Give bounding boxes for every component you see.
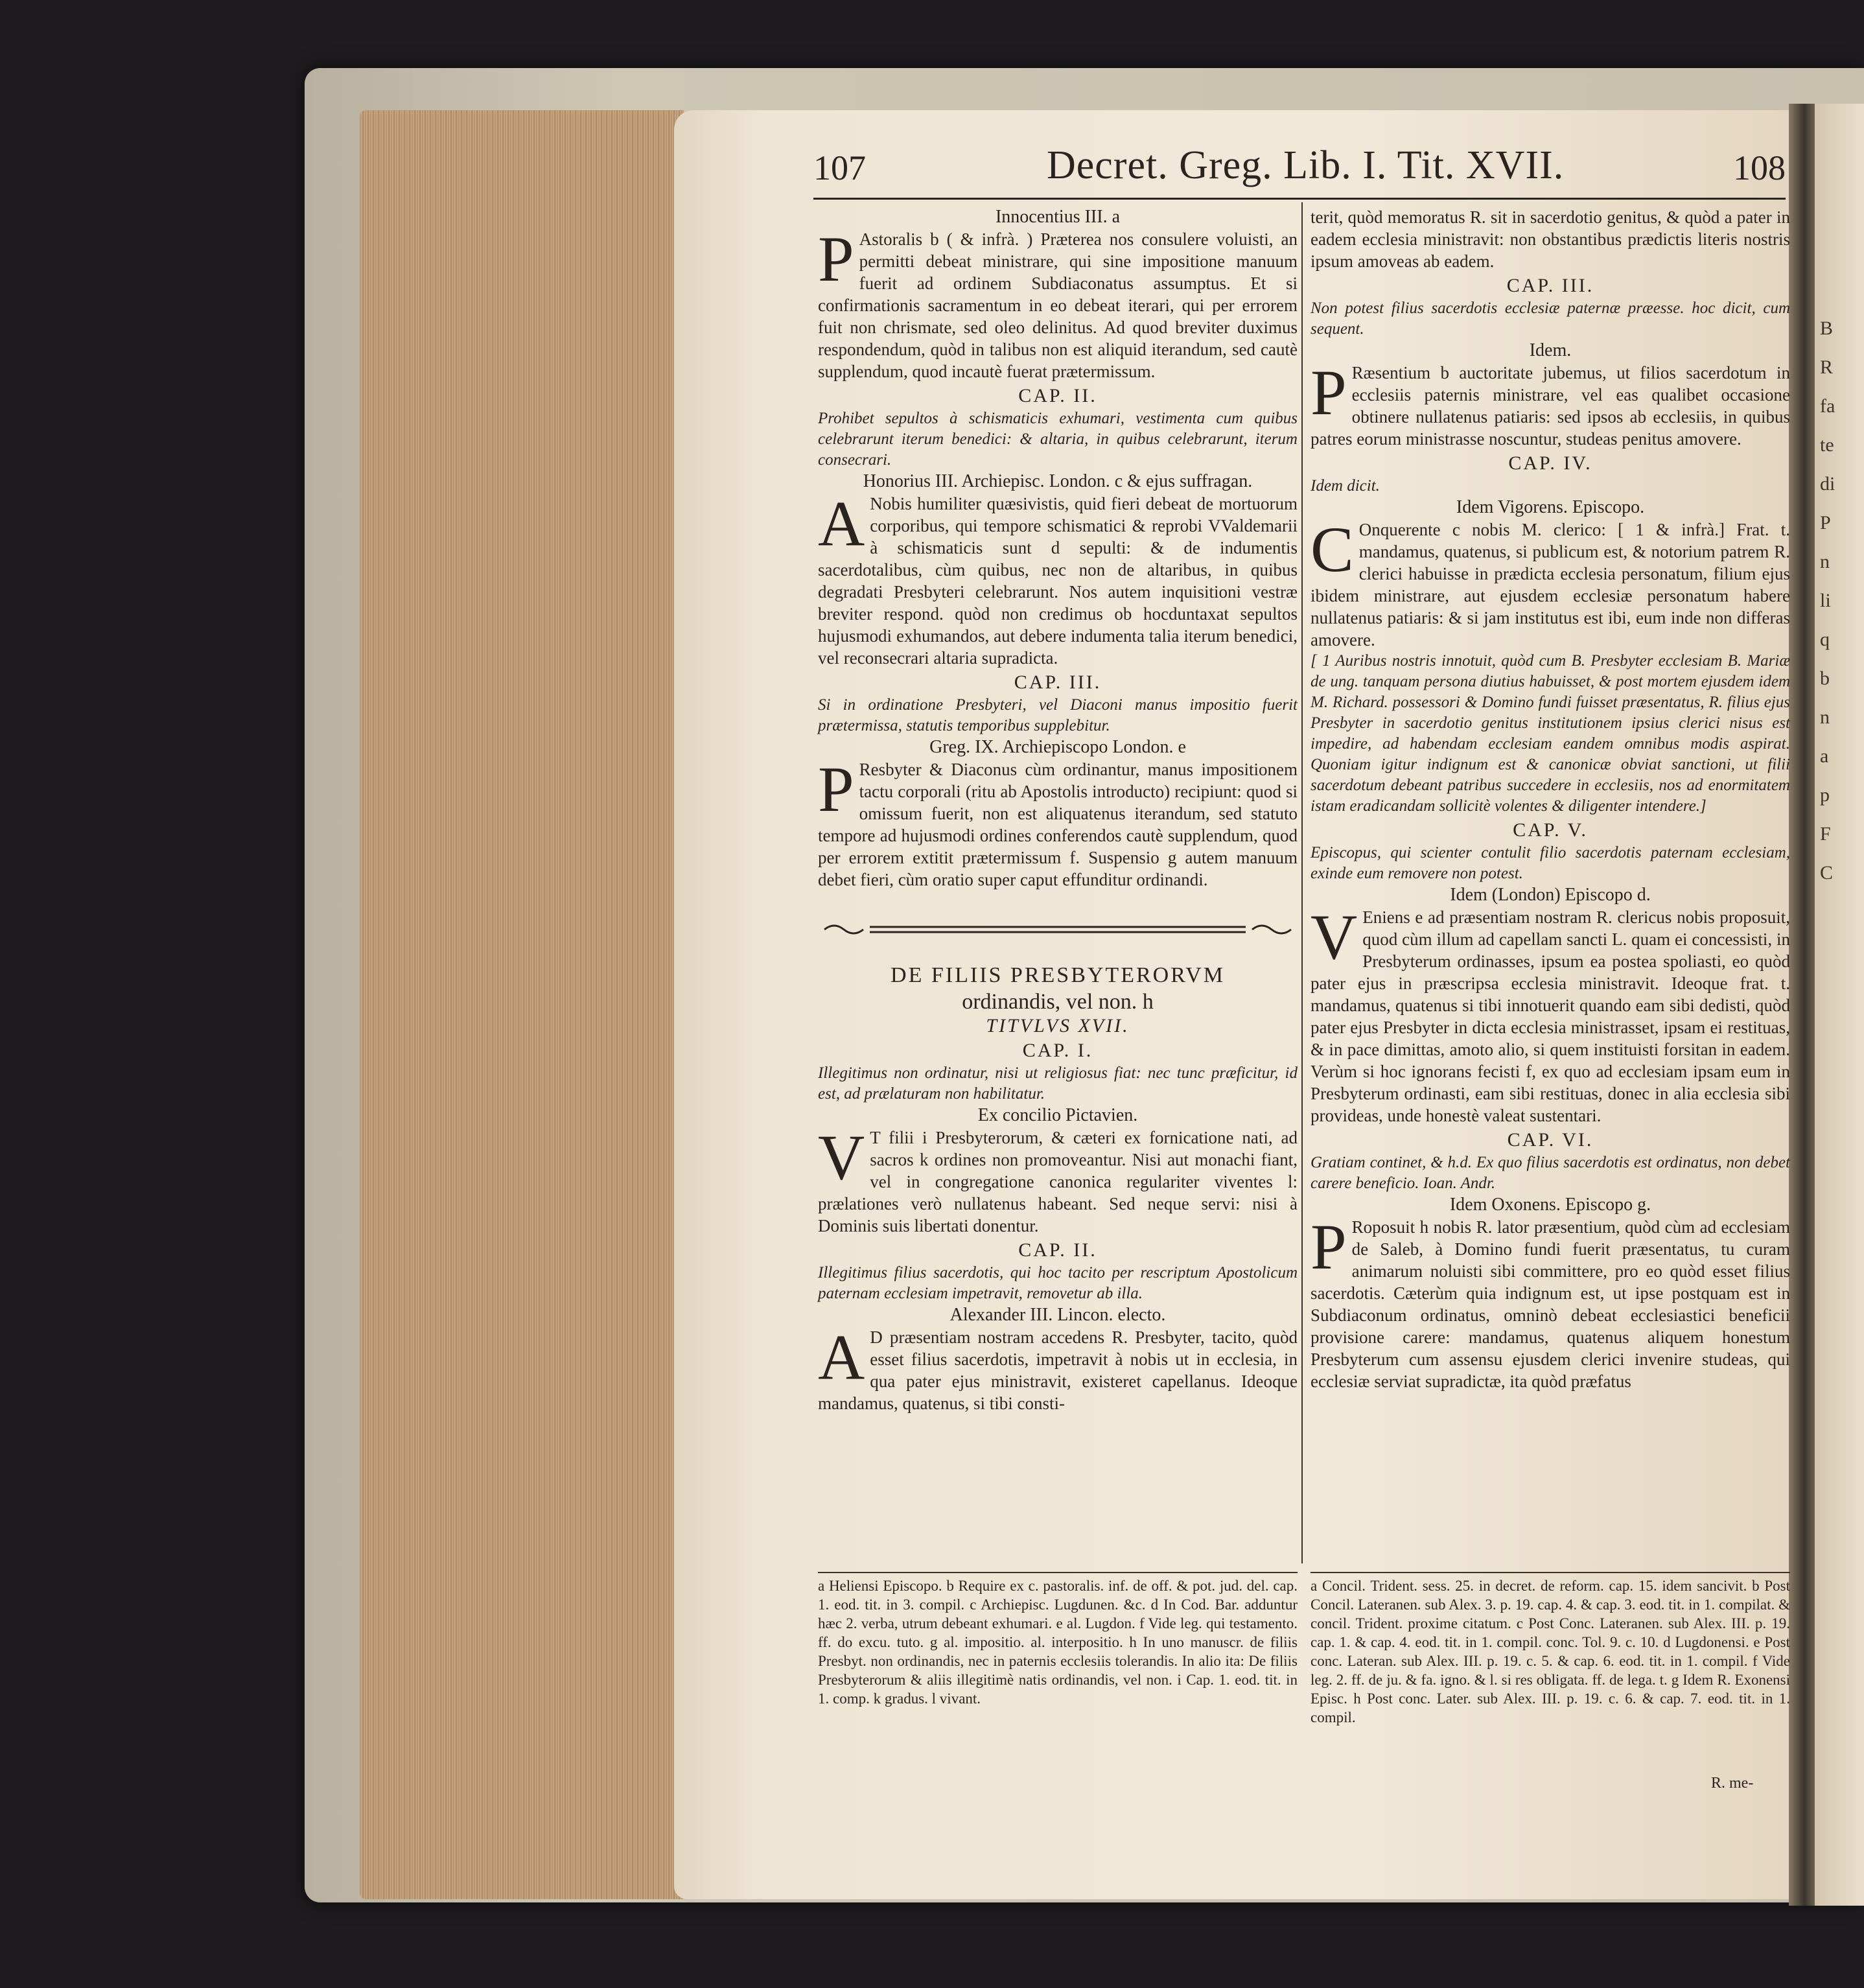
paragraph xyxy=(818,487,1298,669)
page-gutter xyxy=(1789,104,1815,1906)
folio-right: 108 xyxy=(1733,148,1786,187)
facing-page-letter: n xyxy=(1820,707,1830,728)
titulus-heading: TITVLVS XVII. xyxy=(986,1015,1130,1036)
chapter-summary: Non potest filius sacerdotis ecclesiæ paternæ præesse. hoc dicit, cum sequent. xyxy=(1311,299,1790,338)
chapter-heading: CAP. VI. xyxy=(1507,1129,1594,1151)
drop-cap: A xyxy=(818,487,865,559)
source-line: Greg. IX. Archiepiscopo London. e xyxy=(929,737,1186,757)
paragraph-text: Astoralis b ( & infrà. ) Præterea nos consulere voluisti, an permitti debeat ministrare, qui sine impositione manuum fuerit ad ordinem Subdiaconatus assumptus. Et si confirmationis sacramentum in eo debeat iterari, qui per errorem fuit non chrismate, sed oleo delinitus. Ad quod breviter duximus respondendum, quòd in talibus non est aliquid iterandum, sed cautè supplendum, quod incautè fuerat prætermissum. xyxy=(818,229,1298,381)
footnotes-left: a Heliensi Episcopo. b Require ex c. pastoralis. inf. de off. & pot. jud. del. cap. 1. eod. tit. in 3. compil. c Archiepisc. Lugdunen. &c. d In Cod. Bar. adduntur hæc 2. verba, utrum debeant exhumari. e al. Lugdon. f Vide leg. qui testamento. ff. do excu. tuto. g al. impositio. al. interpositio. h In uno manuscr. de filiis Presbyt. non ordinandis, nec in paternis ecclesiis tolerandis. In alio ita: De filiis Presbyterorum & aliis illegitimè natis ordinandis, vel non. i Cap. 1. eod. tit. in 1. comp. k gradus. l vivant. xyxy=(818,1578,1298,1707)
bracketed-text: [ 1 Auribus nostris innotuit, quòd cum B. Presbyter ecclesiam B. Mariæ de ung. tanquam persona diutius habuisset, & post mortem ejusdem idem M. Richard. possessori & Domino fundi fuisset præsentatus, R. filius ejus Presbyter in sacerdotio genitus institutionem ipsius clerici nisus est impedire, ad habendam ecclesiam eandem omnibus modis aspirat. Quoniam igitur indignum est & canonicæ obviat sanctioni, ut filii sacerdotum debeant patribus succedere in ecclesiis, nos ad enormitatem istam eradicandam sollicitè volentes & diligenter intendere.] xyxy=(1311,652,1790,815)
paragraph xyxy=(1311,901,1790,1127)
chapter-heading: CAP. V. xyxy=(1513,819,1588,841)
source-line: Ex concilio Pictavien. xyxy=(977,1105,1138,1125)
facing-page-letter: B xyxy=(1820,318,1834,339)
paragraph-text: terit, quòd memoratus R. sit in sacerdotio genitus, & quòd a pater in eadem ecclesia ministravit: non obstantibus prædictis literis nostris ipsum amoveas ab eadem. xyxy=(1311,207,1790,271)
source-line: Idem Oxonens. Episcopo g. xyxy=(1449,1195,1651,1215)
paragraph-text: Eniens e ad præsentiam nostram R. clericus nobis proposuit, quod cùm illum ad capellam sancti L. quam ei concessisti, in Presbyterum ordinasses, ipsum ea postea spoliasti, eo quòd pater ejus in præscripsa ecclesia ministravit. Ideoque frat. t. mandamus, quatenus si tibi innotuerit quando eam sibi dedisti, quòd pater ejus Presbyter in dicta ecclesia ministrasset, ipsam ei restituas, & in pace dimittas, amoto alio, si quem instituisti forsitan in eadem. Verùm si hoc ignorans fecisti f, ex quo ad ecclesiam ipsam eum in Presbyterum ordinasti, eam sibi restituas, donec in alia ecclesia sibi provideas, unde honestè valeat sustentari. xyxy=(1311,907,1790,1125)
source-line: Idem. xyxy=(1529,340,1572,360)
title-subheading: ordinandis, vel non. h xyxy=(962,990,1154,1014)
facing-page-letter: a xyxy=(1820,745,1829,767)
drop-cap: A xyxy=(818,1321,865,1393)
source-line: Innocentius III. a xyxy=(995,207,1121,227)
paragraph xyxy=(818,753,1298,891)
drop-cap: P xyxy=(818,223,854,295)
paragraph xyxy=(1311,206,1790,272)
facing-page-letter: P xyxy=(1820,512,1831,533)
chapter-summary: Gratiam continet, & h.d. Ex quo filius sacerdotis est ordinatus, non debet carere beneficio. Ioan. Andr. xyxy=(1311,1154,1790,1192)
drop-cap: P xyxy=(1311,357,1347,428)
footnotes-right: a Concil. Trident. sess. 25. in decret. de reform. cap. 15. idem sancivit. b Post Concil. Lateranen. sub Alex. 3. p. 19. cap. 4. & cap. 3. eod. tit. in 1. compilat. & concil. Trident. proxime citatum. c Post Conc. Lateranen. sub Alex. III. p. 19. cap. 1. & cap. 4. eod. tit. in 1. compil. conc. Tol. 9. c. 10. d Lugdonensi. e Post conc. Lateran. sub Alex. III. p. 19. c. 5. & cap. 6. eod. tit. in 1. compil. f Vide leg. 2. ff. de ju. & fa. igno. & l. si res obligata. ff. de lega. t. g Idem R. Exonensi Episc. h Post conc. Later. sub Alex. III. p. 19. c. 6. & cap. 7. eod. tit. in 1. compil. xyxy=(1311,1578,1790,1725)
chapter-summary: Idem dicit. xyxy=(1311,477,1380,495)
right-column xyxy=(1311,206,1790,1392)
page-edges xyxy=(360,110,684,1899)
paragraph-text: D præsentiam nostram accedens R. Presbyter, tacito, quòd esset filius sacerdotis, impetravit à nobis ut in ecclesia, in qua pater ejus ministravit, existeret capellanus. Ideoque mandamus, quatenus, si tibi consti- xyxy=(818,1327,1298,1413)
chapter-summary: Episcopus, qui scienter contulit filio sacerdotis paternam ecclesiam, exinde eum removere non potest. xyxy=(1311,844,1790,882)
facing-page-letter: li xyxy=(1820,590,1831,611)
folio-left: 107 xyxy=(813,148,866,187)
paragraph-text: Ræsentium b auctoritate jubemus, ut filios sacerdotum in ecclesiis paternis ministrare, vel eas qualibet occasione obtinere nullatenus patiaris: sed ipsos ab ecclesiis, in quibus patres eorum ministrasse noscuntur, studeas penitus amovere. xyxy=(1311,363,1790,449)
page-header xyxy=(813,143,1786,200)
title-heading: DE FILIIS PRESBYTERORVM xyxy=(891,963,1225,987)
chapter-heading: CAP. II. xyxy=(1018,385,1097,406)
chapter-summary: Illegitimus non ordinatur, nisi ut religiosus fiat: nec tunc præficitur, id est, ad prælaturam non habilitatur. xyxy=(818,1064,1298,1103)
source-line: Alexander III. Lincon. electo. xyxy=(949,1305,1166,1325)
running-title: Decret. Greg. Lib. I. Tit. XVII. xyxy=(1047,143,1565,187)
left-column xyxy=(818,206,1298,1414)
facing-page-letter: q xyxy=(1820,629,1830,650)
facing-page-letter: F xyxy=(1820,823,1831,845)
drop-cap: C xyxy=(1311,513,1354,585)
chapter-heading: CAP. III. xyxy=(1014,672,1102,693)
catchword: R. me- xyxy=(1711,1775,1754,1792)
facing-page-letter: n xyxy=(1820,551,1830,572)
chapter-heading: CAP. I. xyxy=(1022,1040,1093,1061)
chapter-summary: Prohibet sepultos à schismaticis exhumari, vestimenta cum quibus celebrarunt iterum benedici: & altaria, in quibus celebrarunt, iterum consecrari. xyxy=(818,410,1298,469)
chapter-heading: CAP. II. xyxy=(1018,1239,1097,1261)
paragraph-text: Resbyter & Diaconus cùm ordinantur, manus impositionem tactu corporali (ritu ab Apostolis introducto) recipiunt: quod si omissum fuerit, non est aliquatenus iterandum, sed statuto tempore ad hujusmodi ordines conferendos cautè supplendum, quod per errorem extitit prætermissum f. Suspensio g autem manuum debet fieri, cùm oratio super caput effunditur ordinandi. xyxy=(818,760,1298,889)
paragraph xyxy=(1311,357,1790,450)
drop-cap: P xyxy=(818,753,854,825)
paragraph-text: T filii i Presbyterorum, & cæteri ex fornicatione nati, ad sacros k ordines non promoveantur. Nisi aut monachi fiant, vel in congregatione canonica regulariter viventes l: prælationes verò nullatenus habeant. Sed neque servi: nisi à Dominis suis libertati donentur. xyxy=(818,1128,1298,1235)
facing-page-fragment xyxy=(1815,104,1864,1906)
facing-page-letter: di xyxy=(1820,473,1835,495)
source-line: Honorius III. Archiepisc. London. c & ejus suffragan. xyxy=(863,471,1253,491)
source-line: Idem (London) Episcopo d. xyxy=(1450,885,1651,905)
drop-cap: P xyxy=(1311,1211,1347,1283)
paragraph xyxy=(818,1321,1298,1414)
notes-rule-right xyxy=(1311,1572,1790,1573)
drop-cap: V xyxy=(1311,901,1358,973)
section-ornament xyxy=(818,917,1298,942)
paragraph xyxy=(1311,1211,1790,1392)
chapter-heading: CAP. IV. xyxy=(1508,452,1592,474)
facing-page-letter: te xyxy=(1820,434,1834,456)
chapter-heading: CAP. III. xyxy=(1506,275,1594,296)
notes-rule-left xyxy=(818,1572,1298,1573)
paragraph xyxy=(1311,513,1790,651)
chapter-summary: Illegitimus filius sacerdotis, qui hoc tacito per rescriptum Apostolicum paternam ecclesiam impetravit, removetur ab illa. xyxy=(818,1264,1298,1302)
chapter-summary: Si in ordinatione Presbyteri, vel Diaconi manus impositio fuerit prætermissa, statutis temporibus supplebitur. xyxy=(818,696,1298,734)
facing-page-letter: p xyxy=(1820,784,1830,806)
facing-page-letter: fa xyxy=(1820,395,1835,417)
header-rule xyxy=(813,198,1786,200)
column-divider xyxy=(1301,202,1303,1563)
facing-page-letter: R xyxy=(1820,357,1834,378)
facing-page-letter: b xyxy=(1820,668,1830,689)
paragraph xyxy=(818,1121,1298,1237)
paragraph xyxy=(818,223,1298,382)
paragraph-text: Nobis humiliter quæsivistis, quid fieri debeat de mortuorum corporibus, qui tempore schismatici & reprobi VValdemarii à schismaticis sunt d sepulti: & de indumentis sacerdotalibus, cùm quibus, nec non de altaribus, in quibus degradati Presbyteri celebrarunt. Nos autem inquisitioni vestræ breviter respond. quòd non credimus ob hocduntaxat sepultos hujusmodi exhumandos, aut debere indumenta talia iterum benedici, vel reconsecrari altaria supradicta. xyxy=(818,494,1298,668)
drop-cap: V xyxy=(818,1121,865,1193)
facing-page-letter: C xyxy=(1820,862,1834,883)
paragraph-text: Onquerente c nobis M. clerico: [ 1 & infrà.] Frat. t. mandamus, quatenus, si publicum est, & notorium patrem R. clerici habuisse in prædicta ecclesia personatum, filium ejus ibidem ministrare, aut ejusdem ecclesiæ personatum habere nullatenus patiaris: & si jam institutus est ibi, eum inde non differas amovere. xyxy=(1311,520,1790,649)
paragraph-text: Roposuit h nobis R. lator præsentium, quòd cùm ad ecclesiam de Saleb, à Domino fundi fuerit præsentatus, tu curam animarum noluisti sibi committere, pro eo quòd esset filius sacerdotis. Cæterùm quia indignum est, ut ipse postquam est in Subdiaconum ordinatus, omninò debeat ecclesiastici beneficii provisione carere: mandamus, quatenus aliquem honestum Presbyterum cum assensu ejusdem clerici invenire studeas, qui ecclesiæ serviat supradictæ, ita quòd præfatus xyxy=(1311,1217,1790,1391)
source-line: Idem Vigorens. Episcopo. xyxy=(1456,497,1645,517)
